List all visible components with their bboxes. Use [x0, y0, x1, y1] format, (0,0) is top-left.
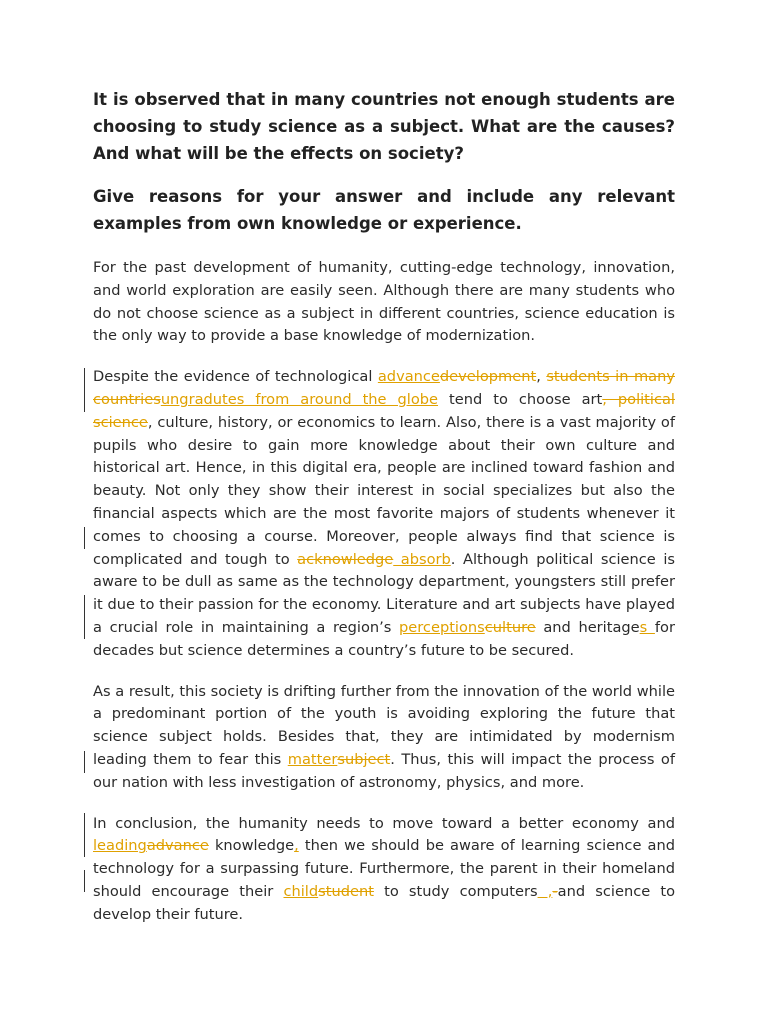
change-bar: [84, 813, 85, 857]
text-run: tend to choose art: [438, 390, 603, 408]
text-run: to study computers: [373, 882, 538, 900]
change-bar: [84, 751, 85, 773]
change-bar: [84, 368, 85, 412]
text-run: ,: [536, 368, 547, 386]
tracked-deletion[interactable]: student: [318, 882, 374, 900]
change-bar: [84, 870, 85, 892]
document-page: [93, 86, 675, 945]
text-run: for decades but science determines a country’s future to be secured.: [93, 618, 675, 659]
paragraph-body-2: [93, 681, 675, 795]
change-bar: [84, 527, 85, 549]
essay-instructions: Give reasons for your answer and include any relevant examples from own knowledge or experience.: [93, 187, 675, 233]
paragraph-body-1: [93, 366, 675, 662]
text-run: . Thus, this will impact the process of our nation with less investigation of astronomy, physics, and more.: [93, 750, 675, 791]
tracked-deletion[interactable]: development: [439, 368, 537, 386]
paragraph-intro: For the past development of humanity, cutting-edge technology, innovation, and world exploration are easily seen. Although there are many students who do not choose science as a subject in different countries, science education is the only way to provide a base knowledge of modernization.: [93, 259, 675, 345]
tracked-deletion[interactable]: students in many countries: [93, 368, 675, 408]
tracked-deletion[interactable]: , political science: [93, 390, 675, 431]
tracked-deletion[interactable]: -: [552, 882, 558, 900]
text-run: and science to develop their future.: [93, 882, 676, 923]
essay-question: It is observed that in many countries not enough students are choosing to study science as a subject. What are the causes? And what will be the effects on society?: [93, 90, 675, 163]
tracked-insertion[interactable]: perceptions: [399, 618, 485, 636]
text-run: and heritage: [535, 618, 640, 636]
paragraph-conclusion: [93, 813, 675, 927]
tracked-insertion[interactable]: ,: [294, 837, 299, 855]
tracked-deletion[interactable]: acknowledge: [297, 550, 394, 568]
tracked-insertion[interactable]: matter: [287, 750, 338, 768]
text-run: then we should be aware of learning science and technology for a surpassing future. Furthermore, the parent in their homeland should encourage their: [93, 837, 675, 900]
text-run: In conclusion, the humanity needs to move toward a better economy and: [93, 814, 675, 832]
change-bar: [84, 595, 85, 639]
tracked-insertion[interactable]: absorb: [393, 550, 451, 568]
tracked-insertion[interactable]: s: [639, 618, 655, 636]
tracked-deletion[interactable]: advance: [146, 837, 209, 855]
tracked-insertion[interactable]: advance: [377, 368, 440, 386]
text-run: As a result, this society is drifting further from the innovation of the world while a predominant portion of the youth is avoiding exploring the future that science subject holds. Besides that, they are intimidated by modernism leading them to fear this: [93, 682, 675, 768]
text-run: . Although political science is aware to be dull as same as the technology department, youngsters still prefer it due to their passion for the economy. Literature and art subjects have played a crucial role in maintaining a region’s: [93, 550, 675, 636]
tracked-insertion[interactable]: ,: [537, 882, 553, 900]
text-run: Despite the evidence of technological: [93, 368, 378, 386]
text-run: knowledge: [208, 837, 295, 855]
tracked-deletion[interactable]: subject: [337, 750, 391, 768]
tracked-insertion[interactable]: child: [283, 882, 319, 900]
text-run: , culture, history, or economics to learn. Also, there is a vast majority of pupils who desire to gain more knowledge about their own culture and historical art. Hence, in this digital era, people are inclined toward fashion and beauty. Not only they show their interest in social specializes but also the financial aspects which are the most favorite majors of students whenever it comes to choosing a course. Moreover, people always find that science is complicated and tough to: [93, 413, 675, 568]
tracked-insertion[interactable]: ungradutes from around the globe: [160, 390, 439, 408]
tracked-insertion[interactable]: leading: [93, 837, 147, 855]
tracked-deletion[interactable]: culture: [484, 618, 536, 636]
